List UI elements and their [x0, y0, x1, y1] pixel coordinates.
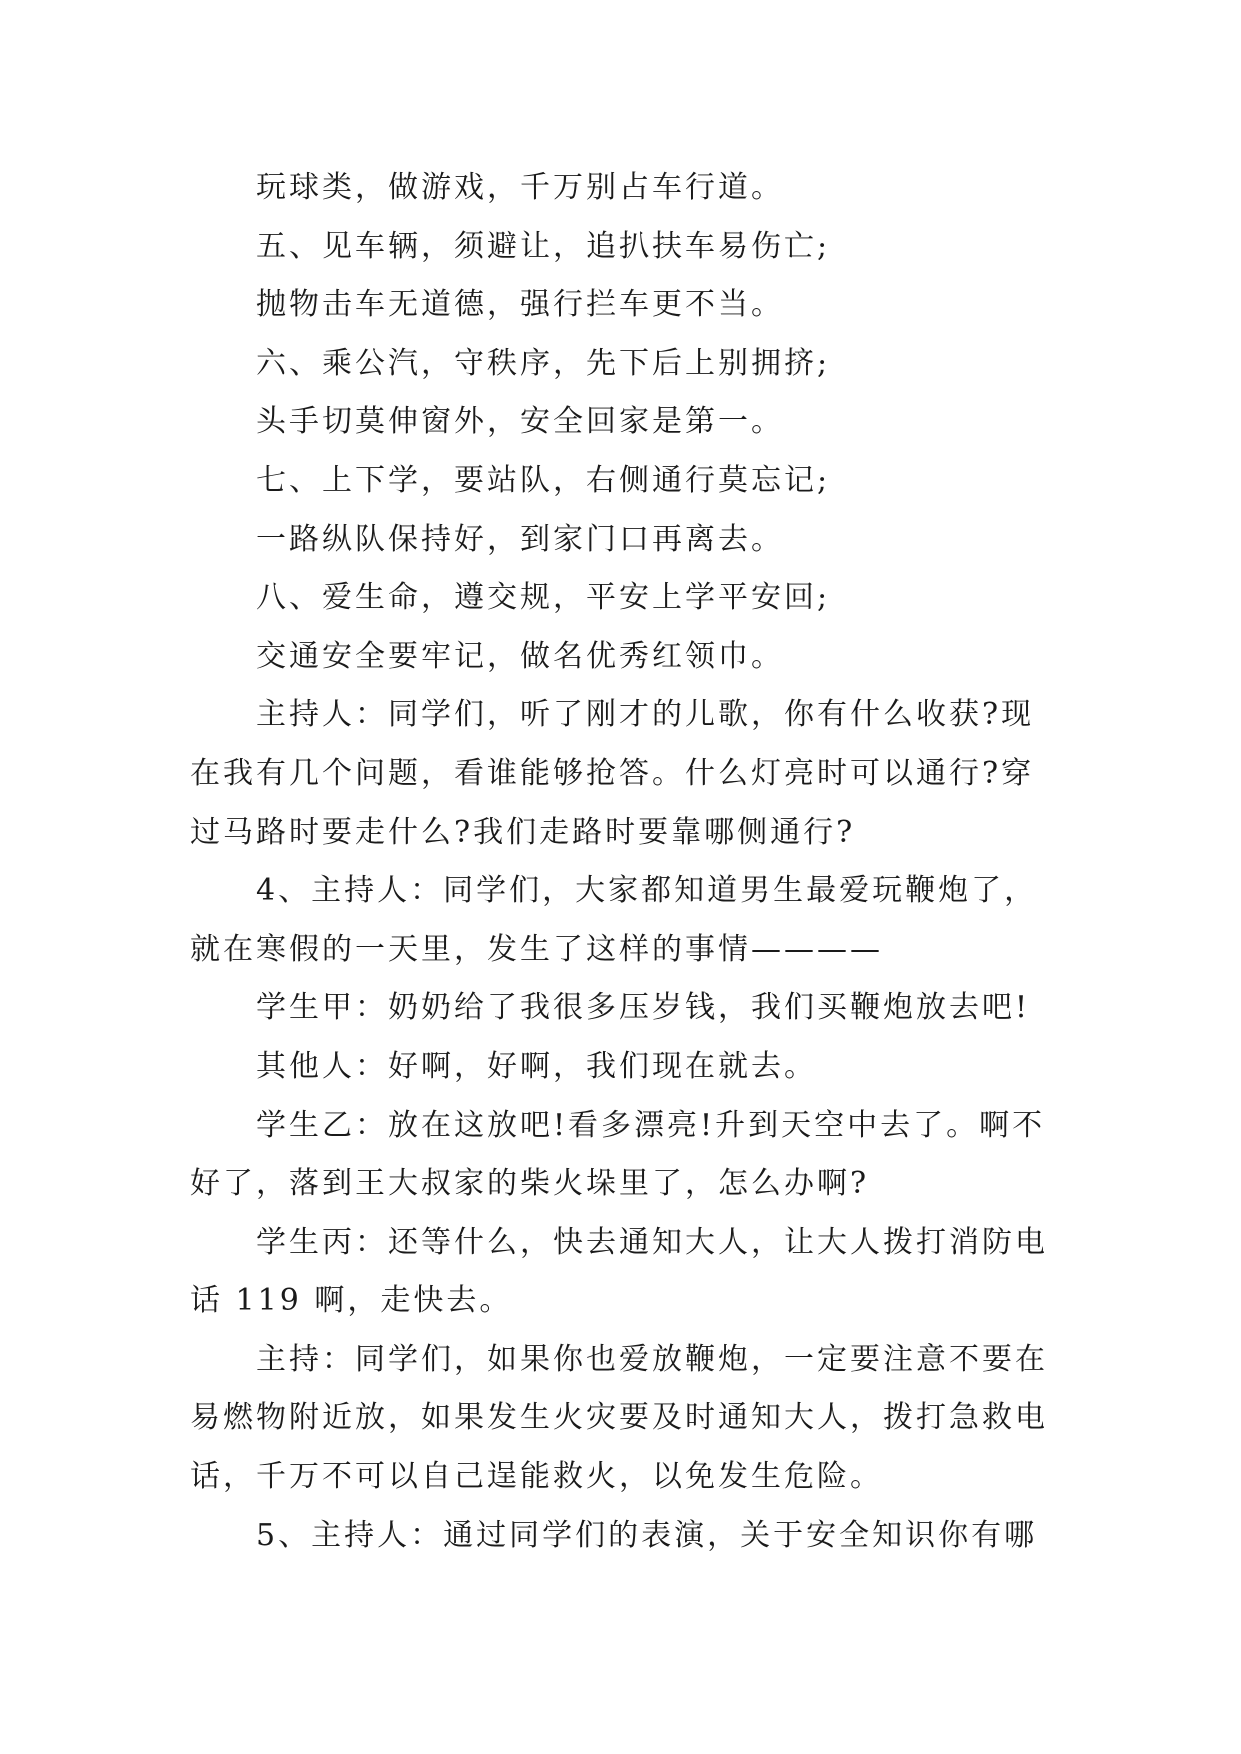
text-line: 过马路时要走什么?我们走路时要靠哪侧通行? — [190, 814, 856, 850]
text-line: 话，千万不可以自己逞能救火，以免发生危险。 — [190, 1459, 883, 1495]
text-line: 七、上下学，要站队，右侧通行莫忘记; — [256, 462, 831, 498]
text-line: 4、主持人：同学们，大家都知道男生最爱玩鞭炮了， — [256, 873, 1038, 909]
text-line: 好了，落到王大叔家的柴火垛里了，怎么办啊? — [190, 1166, 870, 1202]
text-line: 其他人：好啊，好啊，我们现在就去。 — [256, 1048, 817, 1084]
text-line: 学生乙：放在这放吧!看多漂亮!升到天空中去了。啊不 — [256, 1107, 1046, 1143]
text-line: 一路纵队保持好，到家门口再离去。 — [256, 521, 784, 557]
text-line: 话 119 啊，走快去。 — [190, 1283, 513, 1319]
text-line: 头手切莫伸窗外，安全回家是第一。 — [256, 404, 784, 440]
text-line: 易燃物附近放，如果发生火灾要及时通知大人，拨打急救电 — [190, 1400, 1048, 1436]
text-line: 学生丙：还等什么，快去通知大人，让大人拨打消防电 — [256, 1224, 1048, 1260]
text-line: 5、主持人：通过同学们的表演，关于安全知识你有哪 — [256, 1517, 1038, 1553]
text-line: 主持：同学们，如果你也爱放鞭炮，一定要注意不要在 — [256, 1341, 1048, 1377]
text-line: 抛物击车无道德，强行拦车更不当。 — [256, 287, 784, 323]
document-body — [190, 159, 1050, 1565]
text-line: 学生甲：奶奶给了我很多压岁钱，我们买鞭炮放去吧! — [256, 990, 1031, 1026]
text-line: 在我有几个问题，看谁能够抢答。什么灯亮时可以通行?穿 — [190, 755, 1035, 791]
text-line: 八、爱生命，遵交规，平安上学平安回; — [256, 580, 831, 616]
text-line: 六、乘公汽，守秩序，先下后上别拥挤; — [256, 345, 831, 381]
text-line: 主持人：同学们，听了刚才的儿歌，你有什么收获?现 — [256, 697, 1035, 733]
text-line: 就在寒假的一天里，发生了这样的事情———— — [190, 931, 883, 967]
text-line: 五、见车辆，须避让，追扒扶车易伤亡; — [256, 228, 831, 264]
text-line: 交通安全要牢记，做名优秀红领巾。 — [256, 638, 784, 674]
text-line: 玩球类，做游戏，千万别占车行道。 — [256, 170, 784, 205]
